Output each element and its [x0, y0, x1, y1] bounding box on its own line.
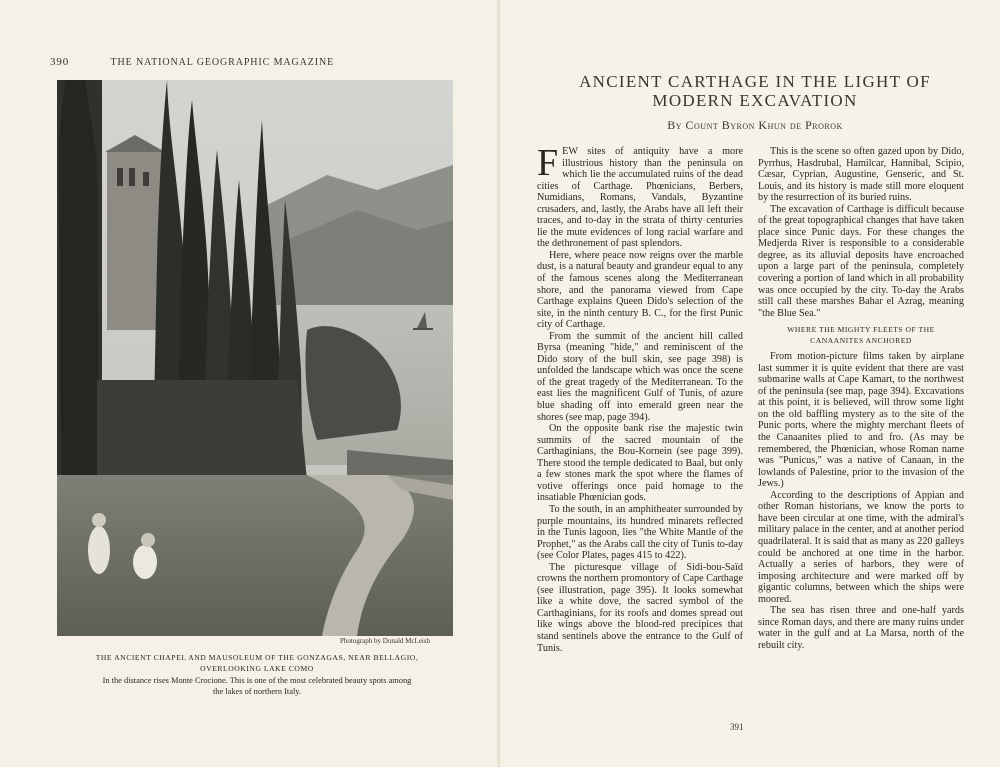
- paragraph: From the summit of the ancient hill called Byrsa (meaning "hide," and reminiscent of the Dido story of the bull skin, see page 398) is unfolded the landscape which was once the scene of the great tragedy of the Mediterranean. To the east lies the magnificent Gulf of Tunis, of azure blue shading off into emerald green near the shores (see map, page 394).: [537, 330, 743, 423]
- section-subhead: [762, 324, 960, 346]
- paragraph: On the opposite bank rise the majestic twin summits of the sacred mountain of the Carthaginians, the Bou-Kornein (see page 399). There stood the temple dedicated to Baal, but only a few stones mark the spot where the flames of votive offerings once paid homage to the insatiable Phœnician gods.: [537, 423, 743, 504]
- article-title-line: MODERN EXCAVATION: [652, 91, 858, 110]
- text-column-2: [758, 146, 964, 651]
- paragraph: The picturesque village of Sidi-bou-Saïd crowns the northern promontory of Cape Carthage (see illustration, page 395). It looks somewhat like a white dove, the sacred symbol of the Carthaginians, for its roofs and domes spread out like wings above the blood-red precipices that stand sentinels above the entrance to the Gulf of Tunis.: [537, 561, 743, 654]
- magazine-title: THE NATIONAL GEOGRAPHIC MAGAZINE: [110, 57, 335, 68]
- running-head: [50, 56, 334, 68]
- page-number-left: 390: [50, 56, 70, 68]
- paragraph-text: EW sites of antiquity have a more illustrious history than the peninsula on which lie the accumulated ruins of the dead cities of Carthage. Phœnicians, Berbers, Numidians, Romans, Vandals, Byzantine crusaders, and, lastly, the Arabs have all left their traces, and to-day in the strata of thirty centuries lie the mute evidences of long racial warfare and the dethronement of past splendors.: [537, 146, 743, 250]
- paragraph: The excavation of Carthage is difficult because of the great topographical changes that have taken place since Punic days. For these changes the Medjerda River is responsible to a considerable degree, as its alluvial deposits have encroached upon a large part of the peninsula, completely covering a portion of land which in all probability was once occupied by the city. To-day the Arabs still call these marshes Bahar el Azrag, meaning "the Blue Sea.": [758, 203, 964, 319]
- photo-caption-title: [52, 652, 462, 674]
- paragraph: Here, where peace now reigns over the marble dust, is a natural beauty and grandeur equal to any of the famous scenes along the Mediterranean shore, and the panorama viewed from Cape Carthage explains Queen Dido's selection of the site, in the ninth century B. C., for the first Punic city of Carthage.: [537, 249, 743, 331]
- photo-caption-body: [52, 676, 462, 697]
- subhead-line: WHERE THE MIGHTY FLEETS OF THE: [787, 325, 935, 335]
- subhead-line: CANAANITES ANCHORED: [810, 336, 912, 346]
- caption-title-line: THE ANCIENT CHAPEL AND MAUSOLEUM OF THE GONZAGAS, NEAR BELLAGIO,: [95, 653, 419, 662]
- photo-credit: Photograph by Donald McLeish: [340, 637, 431, 645]
- byline: By Count Byron Khun de Prorok: [667, 118, 843, 132]
- drop-cap: F: [537, 142, 559, 184]
- page-number-right: 391: [730, 722, 744, 732]
- paragraph: From motion-picture films taken by airplane last summer it is quite evident that there are vast submarine walls at Cape Kamart, to the northwest of the peninsula (see map, page 394). Excavations at this point, it is believed, will throw some light on the old baffling mystery as to the site of the Punic ports, where the mighty merchant fleets of the Canaanites plied to and fro. (As may be remembered, the Phœnician, whose Roman name was "Punicus," was a native of Canaan, in the lowlands of Palestine, prior to the invasion of the Jews.): [758, 351, 964, 490]
- article-title-line: ANCIENT CARTHAGE IN THE LIGHT OF: [579, 72, 931, 91]
- paragraph: [537, 142, 743, 250]
- paragraph: The sea has risen three and one-half yards since Roman days, and there are many ruins under water in the gulf and at La Marsa, north of the rebuilt city.: [758, 605, 964, 651]
- paragraph: This is the scene so often gazed upon by Dido, Pyrrhus, Hasdrubal, Hamilcar, Hannibal, Scipio, Cæsar, Cyprian, Augustine, Genseric, and St. Louis, and its history is made still more eloquent by the resurrection of its buried ruins.: [758, 146, 964, 204]
- photo-illustration: [57, 80, 453, 636]
- paragraph: According to the descriptions of Appian and other Roman historians, we know the ports to have been circular at one time, with the admiral's military palace in the center, and at another period quadrilateral. It is said that as many as 220 galleys could be anchored at one time in the harbor. Actually a series of harbors, they were of imposing architecture and were marked off by gigantic columns, between which the ships were moored.: [758, 489, 964, 605]
- caption-body-line: the lakes of northern Italy.: [212, 686, 302, 696]
- paragraph: To the south, in an amphitheater surrounded by purple mountains, its hundred minarets reflected in the Tunis lagoon, lies "the White Mantle of the Prophet," as the Arabs call the city of Tunis to-day (see Color Plates, pages 415 to 422).: [537, 503, 743, 562]
- text-column-1: [537, 142, 743, 654]
- caption-title-line: OVERLOOKING LAKE COMO: [200, 664, 314, 673]
- caption-body-line: In the distance rises Monte Crocione. This is one of the most celebrated beauty spots among: [102, 676, 412, 685]
- right-page: [500, 0, 1000, 767]
- photograph-chapel-lake-como: [57, 80, 453, 636]
- article-title: [540, 72, 970, 110]
